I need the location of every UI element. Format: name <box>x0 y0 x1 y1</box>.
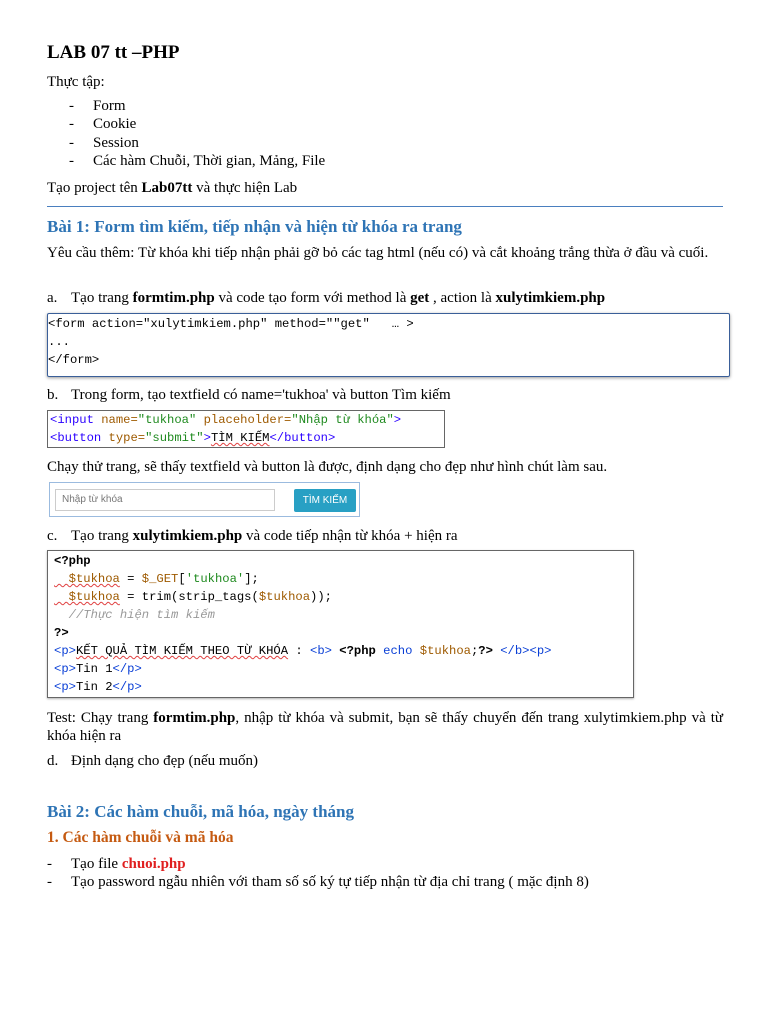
code-line: ... <box>48 335 70 349</box>
list-item: - Tạo file chuoi.php <box>47 856 186 872</box>
code-line: <?php <box>54 554 91 568</box>
code-block-input <box>47 410 445 448</box>
intro-text: Thực tập: <box>47 74 105 90</box>
code-line: //Thực hiện tìm kiếm <box>54 608 215 622</box>
code-line: <p>KẾT QUẢ TÌM KIẾM THEO TỪ KHÓA : <b> <?php echo $tukhoa;?> </b><p> <box>54 644 552 658</box>
step-b: b. Trong form, tạo textfield có name='tukhoa' và button Tìm kiếm <box>47 387 451 403</box>
divider <box>47 206 723 207</box>
code-line: <p>Tin 1</p> <box>54 662 142 676</box>
search-button[interactable]: TÌM KIẾM <box>294 489 356 512</box>
search-form-preview <box>49 482 360 517</box>
code-line: <button type="submit">TÌM KIẾM</button> <box>50 431 336 445</box>
code-line: ?> <box>54 626 69 640</box>
test-note: Test: Chạy trang formtim.php, nhập từ khóa và submit, bạn sẽ thấy chuyển đến trang xulytimkiem.php và từ khóa hiện ra <box>47 710 723 744</box>
code-line: </form> <box>48 353 100 367</box>
bai1-heading: Bài 1: Form tìm kiếm, tiếp nhận và hiện từ khóa ra trang <box>47 217 462 236</box>
project-line: Tạo project tên Lab07tt và thực hiện Lab <box>47 180 298 196</box>
code-block-form <box>47 313 730 377</box>
list-item: - Tạo password ngẫu nhiên với tham số số ký tự tiếp nhận từ địa chỉ trang ( mặc định 8) <box>47 874 589 890</box>
code-block-php <box>47 550 634 698</box>
code-line: <input name="tukhoa" placeholder="Nhập từ khóa"> <box>50 413 402 427</box>
step-a: a. Tạo trang formtim.php và code tạo form với method là get , action là xulytimkiem.php <box>47 290 606 306</box>
step-c: c. Tạo trang xulytimkiem.php và code tiếp nhận từ khóa + hiện ra <box>47 528 458 544</box>
doc-title: LAB 07 tt –PHP <box>47 42 180 63</box>
step-d: d. Định dạng cho đẹp (nếu muốn) <box>47 753 259 769</box>
bai2-heading: Bài 2: Các hàm chuỗi, mã hóa, ngày tháng <box>47 802 354 821</box>
code-line: <form action="xulytimkiem.php" method=""get" … > <box>48 317 414 331</box>
run-note: Chạy thử trang, sẽ thấy textfield và button là được, định dạng cho đẹp như hình chút làm sau. <box>47 459 608 475</box>
bai1-requirement: Yêu cầu thêm: Từ khóa khi tiếp nhận phải gỡ bỏ các tag html (nếu có) và cắt khoảng trắng thừa ở đầu và cuối. <box>47 245 709 261</box>
code-line: $tukhoa = trim(strip_tags($tukhoa)); <box>54 590 332 604</box>
bai2-subheading: 1. Các hàm chuỗi và mã hóa <box>47 829 234 846</box>
code-line: $tukhoa = $_GET['tukhoa']; <box>54 572 259 586</box>
search-input[interactable]: Nhập từ khóa <box>55 489 275 511</box>
code-line: <p>Tin 2</p> <box>54 680 142 694</box>
